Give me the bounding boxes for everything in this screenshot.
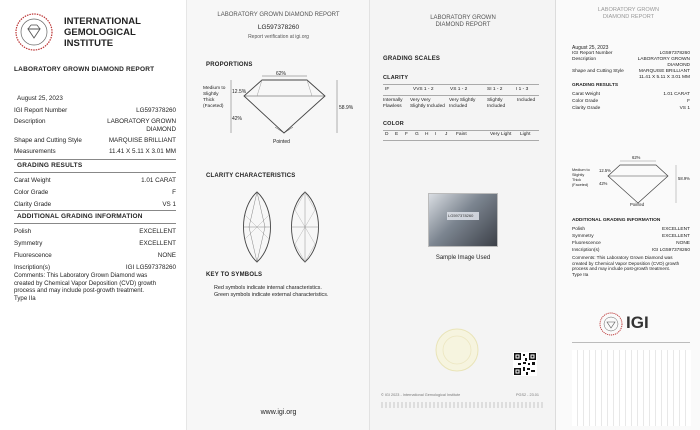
divider — [14, 172, 176, 173]
report-title: LABORATORY GROWN DIAMOND REPORT — [14, 66, 155, 73]
culet-label: Pointed — [273, 139, 290, 145]
clarity-grade-si: SI 1 - 2 — [487, 87, 503, 92]
color-desc-faint: Faint — [456, 132, 467, 137]
sample-inscription-number: LG597378260 — [448, 213, 474, 218]
igi-seal-icon — [14, 12, 54, 52]
report-summary-strip — [555, 0, 700, 430]
grading-scales-title: GRADING SCALES — [383, 56, 441, 62]
summary-depth-pct: 58.9% — [678, 176, 690, 181]
clarity-grade-i: I 1 - 3 — [516, 87, 529, 92]
pavilion-percentage: 42% — [232, 116, 243, 122]
divider — [14, 210, 176, 211]
row-carat: Carat Weight 1.01 CARAT — [14, 177, 176, 184]
color-grade-e: E — [395, 132, 399, 137]
igi-logo-text: IGI — [626, 313, 649, 332]
row-color: Color Grade F — [14, 189, 176, 196]
clarity-scale-title: CLARITY — [383, 75, 409, 81]
report-front-panel — [0, 0, 186, 430]
color-desc-light: Light — [520, 132, 531, 137]
color-grade-h: H — [425, 132, 429, 137]
row-description: Description LABORATORY GROWN — [14, 118, 176, 125]
row-symmetry: Symmetry EXCELLENT — [14, 240, 176, 247]
clarity-desc-vs: Very Slightly Included — [449, 98, 476, 109]
grading-results-title: GRADING RESULTS — [17, 162, 83, 169]
divider — [14, 223, 176, 224]
clarity-grade-vvs: VVS 1 - 2 — [413, 87, 434, 92]
color-grade-f: F — [405, 132, 408, 137]
summary-culet: Pointed — [630, 202, 645, 207]
color-grade-d: D — [385, 132, 389, 137]
summary-table-pct: 62% — [632, 155, 641, 160]
divider — [14, 159, 176, 160]
org-name: INTERNATIONAL GEMOLOGICAL INSTITUTE — [64, 16, 141, 49]
additional-info-title: ADDITIONAL GRADING INFORMATION — [17, 213, 143, 220]
qr-code-icon[interactable] — [513, 352, 537, 376]
summary-title: LABORATORY GROWN DIAMOND REPORT — [597, 7, 660, 20]
clarity-grade-if: IF — [385, 87, 390, 92]
summary-date: August 25, 2023 — [572, 45, 609, 51]
scales-footer: © IGI 2023 - International Gemological Institute — [381, 393, 461, 397]
color-grade-j: J — [445, 132, 448, 137]
inner-report-title: LABORATORY GROWN DIAMOND REPORT — [217, 12, 340, 18]
row-inscription: Inscription(s) IGI LG597378260 — [14, 264, 176, 271]
summary-comments: Comments: This Laboratory Grown Diamond was created by Chemical Vapor Deposition (CVD) growth process and may include post-growth treatment. Type IIa — [572, 255, 680, 277]
sample-inscription-image — [428, 193, 498, 247]
clarity-grade-vs: VS 1 - 2 — [450, 87, 468, 92]
report-date: August 25, 2023 — [17, 95, 63, 102]
summary-girdle-label: Medium to Slightly Thick (Faceted) — [572, 168, 590, 187]
table-percentage: 62% — [276, 71, 287, 77]
report-inner-panel — [186, 0, 369, 430]
key-lines: Red symbols indicate internal characteristics. Green symbols indicate external characteristics. — [214, 285, 329, 298]
inner-report-number: LG597378260 — [257, 24, 300, 31]
summary-grading-title: GRADING RESULTS — [572, 83, 619, 88]
girdle-label: Medium to Slightly Thick (Faceted) — [203, 86, 226, 109]
summary-details: IGI Report Number LG597378260 Description LABORATORY GROWN DIAMOND Shape and Cutting Style MARQUISE BRILLIANT 11.41 X 5.11 X 3.01 MM — [572, 51, 690, 80]
color-grade-g: G — [415, 132, 419, 137]
color-scale-title: COLOR — [383, 121, 404, 127]
row-report-number: IGI Report Number LG597378260 — [14, 107, 176, 114]
website-link[interactable]: www.igi.org — [260, 409, 297, 416]
row-fluorescence: Fluorescence NONE — [14, 252, 176, 259]
microprint-strip — [381, 402, 543, 408]
color-desc-very-light: Very Light — [490, 132, 512, 137]
scales-panel-title: LABORATORY GROWN DIAMOND REPORT — [430, 15, 496, 28]
row-measurements: Measurements 11.41 X 5.11 X 3.01 MM — [14, 148, 176, 155]
depth-percentage: 58.9% — [339, 105, 354, 111]
summary-pavilion-pct: 42% — [599, 181, 608, 186]
rotated-summary-fineprint — [572, 350, 691, 426]
row-polish: Polish EXCELLENT — [14, 228, 176, 235]
sample-image-caption: Sample Image Used — [435, 255, 491, 261]
grading-scales-panel — [369, 0, 555, 430]
clarity-plot-diagram — [187, 188, 369, 268]
clarity-characteristics-title: CLARITY CHARACTERISTICS — [206, 173, 296, 179]
key-to-symbols-title: KEY TO SYMBOLS — [206, 272, 263, 278]
row-shape: Shape and Cutting Style MARQUISE BRILLIANT — [14, 137, 176, 144]
color-grade-i: I — [435, 132, 437, 137]
clarity-desc-if: Internally Flawless — [383, 98, 403, 109]
clarity-desc-si: Slightly Included — [487, 98, 506, 109]
scales-footer-code: PGS2 - 23.01 — [516, 393, 540, 397]
summary-additional: Polish EXCELLENT Symmetry EXCELLENT Fluorescence NONE Inscription(s) IGI LG597378260 — [572, 227, 690, 253]
summary-additional-title: ADDITIONAL GRADING INFORMATION — [572, 218, 661, 223]
clarity-desc-vvs: Very Very Slightly Included — [410, 98, 445, 109]
verification-text: Report verification at igi.org — [248, 34, 309, 40]
summary-crown-pct: 12.5% — [599, 168, 611, 173]
summary-grading: Carat Weight 1.01 CARAT Color Grade F Clarity Grade VS 1 — [572, 92, 690, 111]
comments: Comments: This Laboratory Grown Diamond was created by Chemical Vapor Deposition (CVD) growth process and may include post-growth treatment. Type IIa — [14, 272, 157, 302]
proportions-title: PROPORTIONS — [206, 62, 253, 68]
hologram-seal-icon — [434, 327, 480, 373]
clarity-desc-i: Included — [517, 98, 536, 103]
row-description-2: DIAMOND — [146, 126, 176, 133]
igi-logo-seal-icon — [599, 312, 623, 336]
crown-percentage: 12.5% — [232, 89, 247, 95]
row-clarity: Clarity Grade VS 1 — [14, 201, 176, 208]
